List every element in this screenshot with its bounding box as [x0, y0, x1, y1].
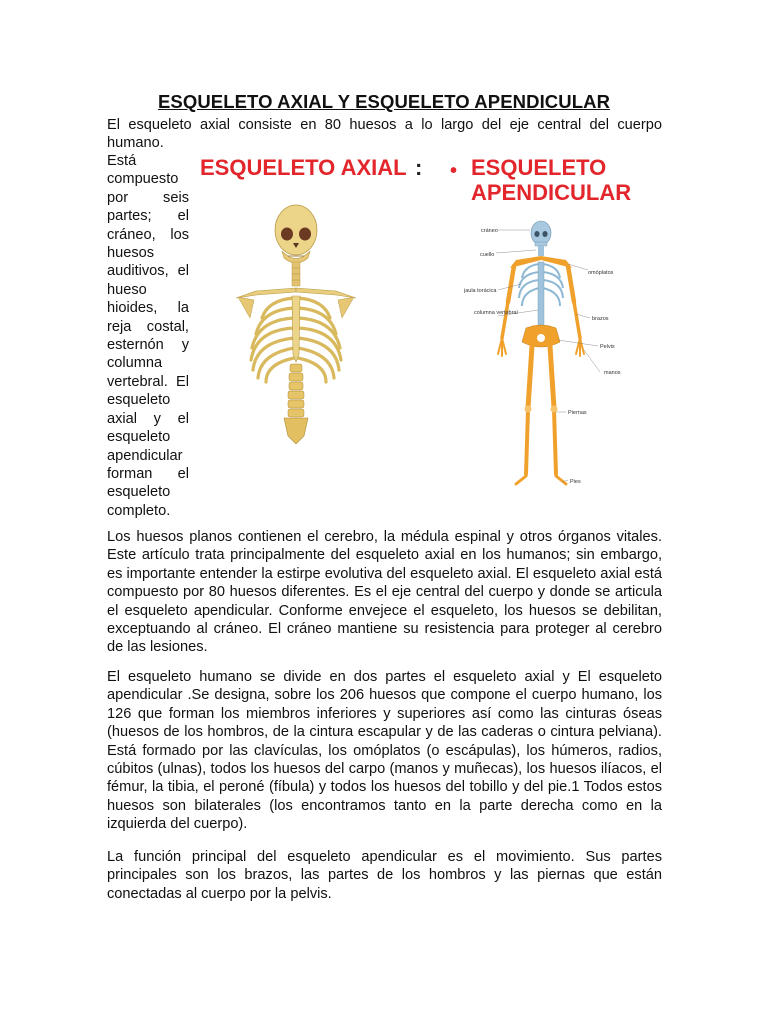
label-jaula-toracica: jaula torácica	[464, 288, 497, 294]
heading-bullet: •	[450, 160, 458, 182]
label-brazos: brazos	[592, 316, 609, 322]
appendicular-skeleton-illustration	[463, 221, 621, 485]
label-columna-vertebral: columna vertebral	[474, 310, 518, 316]
skeleton-figure	[196, 150, 666, 502]
axial-skeleton-illustration	[236, 205, 356, 444]
body-paragraph-3: La función principal del esqueleto apendicular es el movimiento. Sus partes principales son los brazos, las partes de los hombros y las piernas que están conectadas al cuerpo por la pelvis.	[107, 849, 662, 902]
apendicular-heading-line2: APENDICULAR	[471, 180, 632, 205]
axial-heading-colon: :	[415, 155, 423, 180]
axial-heading: ESQUELETO AXIAL	[200, 155, 407, 180]
label-manos: manos	[604, 370, 621, 376]
label-craneo: cráneo	[481, 228, 498, 234]
body-paragraph-1: Los huesos planos contienen el cerebro, la médula espinal y otros órganos vitales. Este artículo trata principalmente del esqueleto axial en los humanos; sin embargo, es importante entender la estirpe evolutiva del esqueleto axial. El esqueleto axial está compuesto por 80 huesos diferentes. Es el eje central del cuerpo y donde se articula el esqueleto apendicular. Conforme envejece el esqueleto, los huesos se debilitan, exceptuando al cráneo. El cráneo mantiene su resistencia para proteger al cerebro de las lesiones.	[107, 529, 662, 656]
label-cuello: cuello	[480, 252, 495, 258]
label-omoplatos: omóplatos	[588, 270, 614, 276]
side-column-paragraph: Está compuesto por seis partes; el cráneo, los huesos auditivos, el hueso hioides, la reja costal, esternón y columna vertebral. El esqueleto axial y el esqueleto apendicular forman el esqueleto completo.	[107, 153, 189, 519]
label-pelvis: Pelvis	[600, 344, 615, 350]
page-title: ESQUELETO AXIAL Y ESQUELETO APENDICULAR	[157, 91, 611, 112]
body-paragraph-2: El esqueleto humano se divide en dos partes el esqueleto axial y El esqueleto apendicular .Se designa, sobre los 206 huesos que compone el cuerpo humano, los 126 que forman los miembros inferiores y superiores así como las cinturas óseas (huesos de los hombros, de la cintura escapular y de las caderas o cintura pelviana). Está formado por las clavículas, los omóplatos (o escápulas), los húmeros, radios, cúbitos (ulnas), todos los huesos del carpo (manos y muñecas), los huesos ilíacos, el fémur, la tibia, el peroné (fíbula) y todos los huesos del tobillo y del pie.1 Todos estos huesos son bilaterales (los encontramos tanto en la parte derecha como en la izquierda del cuerpo).	[107, 669, 662, 833]
apendicular-heading-line1: ESQUELETO	[471, 155, 607, 180]
intro-paragraph: El esqueleto axial consiste en 80 huesos a lo largo del eje central del cuerpo humano.	[107, 117, 662, 152]
label-pies: Pies	[570, 479, 581, 485]
label-piernas: Piernas	[568, 410, 587, 416]
